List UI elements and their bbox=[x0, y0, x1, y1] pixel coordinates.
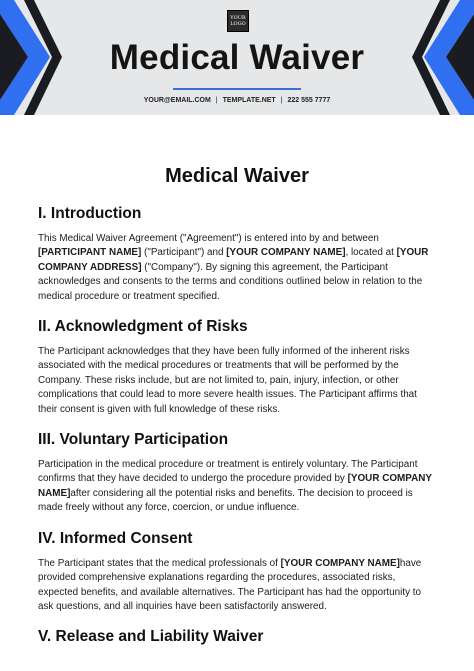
document-body bbox=[38, 205, 438, 660]
section-heading: III. Voluntary Participation bbox=[38, 431, 229, 449]
document-title: Medical Waiver bbox=[165, 165, 309, 187]
section-paragraph: The Participant acknowledges that they have been fully informed of the inherent risks associated with the medical procedures or treatments that will be performed by the Company. These risks include, but are not limited to, pain, injury, infection, or other complications that could lead to more severe health issues. The Participant affirms that their consent is given with full knowledge of these risks. bbox=[38, 346, 417, 415]
placeholder-participant-name: [PARTICIPANT NAME] bbox=[38, 247, 142, 259]
document-header bbox=[0, 0, 474, 115]
contact-separator: | bbox=[215, 97, 218, 104]
section-heading: V. Release and Liability Waiver bbox=[38, 628, 264, 646]
section-heading: I. Introduction bbox=[38, 205, 142, 222]
section-release-and-liability-waiver bbox=[38, 628, 438, 646]
logo-text-line1: YOUR bbox=[230, 15, 246, 21]
section-paragraph: This Medical Waiver Agreement ("Agreement") is entered into by and between [PARTICIPANT NAME] ("Participant") and [YOUR COMPANY NAME], located at [YOUR COMPANY ADDRESS] ("Company"). By signing this agreement, the Participant acknowledges and consents to the terms and conditions outlined below in relation to the medical procedure or treatment specified. bbox=[38, 233, 429, 302]
contact-website[interactable]: TEMPLATE.NET bbox=[222, 97, 276, 104]
header-divider bbox=[173, 88, 301, 90]
placeholder-company-address: [YOUR COMPANY ADDRESS] bbox=[38, 247, 429, 273]
placeholder-company-name: [YOUR COMPANY NAME] bbox=[38, 473, 432, 499]
contact-email[interactable]: YOUR@EMAIL.COM bbox=[143, 97, 211, 104]
placeholder-company-name: [YOUR COMPANY NAME] bbox=[280, 557, 400, 569]
logo-text-line2: LOGO bbox=[230, 21, 246, 27]
placeholder-company-name: [YOUR COMPANY NAME] bbox=[226, 247, 346, 259]
section-voluntary-participation bbox=[38, 431, 438, 516]
section-introduction bbox=[38, 205, 438, 304]
section-paragraph: Participation in the medical procedure or treatment is entirely voluntary. The Participant confirms that they have decided to undergo the procedure provided by [YOUR COMPANY NAME]after considering all the potential risks and benefits. The decision to proceed is made freely without any force, coercion, or undue influence. bbox=[38, 459, 432, 514]
section-informed-consent bbox=[38, 530, 438, 615]
contact-info bbox=[0, 97, 474, 104]
company-logo bbox=[227, 10, 249, 32]
section-acknowledgment-of-risks bbox=[38, 318, 438, 417]
section-heading: IV. Informed Consent bbox=[38, 529, 193, 547]
header-title: Medical Waiver bbox=[109, 38, 365, 77]
section-heading: II. Acknowledgment of Risks bbox=[38, 318, 248, 336]
section-paragraph: The Participant states that the medical professionals of [YOUR COMPANY NAME]have provided comprehensive explanations regarding the procedures, associated risks, expected benefits, and available alternatives. The Participant has had the opportunity to ask questions, and all inquiries have been satisfactorily answered. bbox=[38, 557, 422, 612]
contact-phone: 222 555 7777 bbox=[287, 97, 331, 104]
contact-separator: | bbox=[280, 97, 283, 104]
